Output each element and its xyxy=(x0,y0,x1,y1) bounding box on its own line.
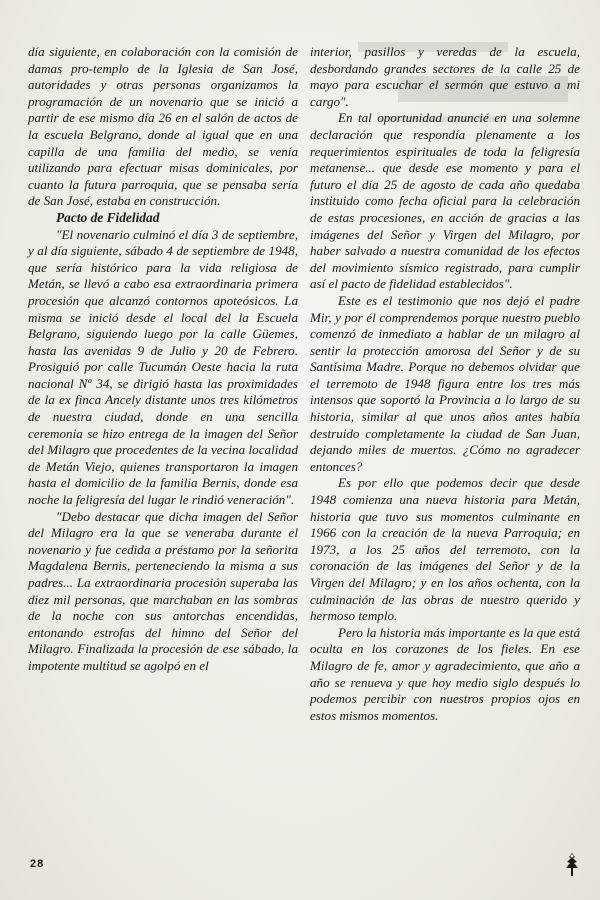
left-column xyxy=(28,44,298,675)
left-paragraph-1: día siguiente, en colaboración con la comisión de damas pro-templo de la Iglesia de San José, autoridades y otras personas organizamos la programación de un novenario que se inició a partir de ese mismo día 26 en el salón de actos de la escuela Belgrano, donde al igual que en una capilla de una familia del medio, se venía utilizando para efectuar misas dominicales, por cuanto la futura parroquia, que se pensaba sería de San José, estaba en construcción. xyxy=(28,44,298,209)
right-paragraph-4: Es por ello que podemos decir que desde 1948 comienza una nueva historia para Metán, historia que tuvo sus momentos culminante en 1966 con la creación de la nueva Parroquia; en 1973, a los 25 años del terremoto, con la coronación de las imágenes del Señor y de la Virgen del Milagro; y en los años ochenta, con la culminación de las obras de nuestro querido y hermoso templo. xyxy=(310,475,580,624)
left-paragraph-3: "Debo destacar que dicha imagen del Señor del Milagro era la que se veneraba durante el novenario y fue cedida a préstamo por la señorita Magdalena Bernis, perteneciendo la misma a sus padres... La extraordinaria procesión superaba las diez mil personas, que marchaban en las sombras de la noche con sus antorchas encendidas, entonando estrofas del himno del Señor del Milagro. Finalizada la procesión de ese sábado, la impotente multitud se agolpó en el xyxy=(28,508,298,673)
page-number: 28 xyxy=(30,858,45,870)
right-paragraph-3: Este es el testimonio que nos dejó el padre Mir, y por él comprendemos porque nuestro pueblo comenzó de inmediato a hablar de un milagro al sentir la protección amorosa del Señor y de su Santísima Madre. Porque no debemos olvidar que el terremoto de 1948 figura entre los tres más intensos que soportó la Provincia a lo largo de su historia, similar al que unos años antes había destruido completamente la ciudad de San Juan, dejando miles de muertos. ¿Cómo no agradecer entonces? xyxy=(310,292,580,474)
right-paragraph-1: interior, pasillos y veredas de la escuela, desbordando grandes sectores de la calle 25 de mayo para escuchar el sermón que estuvo a mi cargo". xyxy=(310,44,580,109)
section-heading: Pacto de Fidelidad xyxy=(56,209,160,225)
emblem-icon xyxy=(563,852,581,878)
left-paragraph-2: "El novenario culminó el día 3 de septiembre, y al día siguiente, sábado 4 de septiembre de 1948, que sería histórico para la vida religiosa de Metán, se llevó a cabo esa extraordinaria primera procesión que alcanzó contornos apoteósicos. La misma se inició desde el local del la Escuela Belgrano, siguiendo luego por la calle Güemes, hasta las avenidas 9 de Julio y 20 de Febrero. Prosiguió por calle Tucumán Oeste hacia la ruta nacional Nº 34, se dirigió hasta las proximidades de la ex finca Ancely distante unos tres kilómetros de nuestra ciudad, donde en una sencilla ceremonia se hizo entrega de la imagen del Señor del Milagro que procedentes de la vecina localidad de Metán Viejo, quienes transportaron la imagen hasta el domicilio de la familia Bernis, donde esa noche la feligresía del lugar le rindió veneración". xyxy=(28,226,298,508)
right-paragraph-5: Pero la historia más importante es la que está oculta en los corazones de los fieles. En ese Milagro de fe, amor y agradecimiento, que año a año se renueva y que hoy medio siglo después lo podemos percibir con nuestros propios ojos en estos mismos momentos. xyxy=(310,624,580,723)
right-paragraph-2: En tal oportunidad anuncié en una solemne declaración que respondía plenamente a los requerimientos espirituales de toda la feligresía metanense... que desde ese momento y para el futuro el día 25 de agosto de cada año quedaba instituido como fecha oficial para la celebración de estas procesiones, en acción de gracias a las imágenes del Señor y Virgen del Milagro, por haber salvado a nuestra comunidad de los efectos del movimiento sísmico registrado, para cumplir así el pacto de fidelidad establecidos". xyxy=(310,110,580,292)
right-column xyxy=(310,44,580,724)
